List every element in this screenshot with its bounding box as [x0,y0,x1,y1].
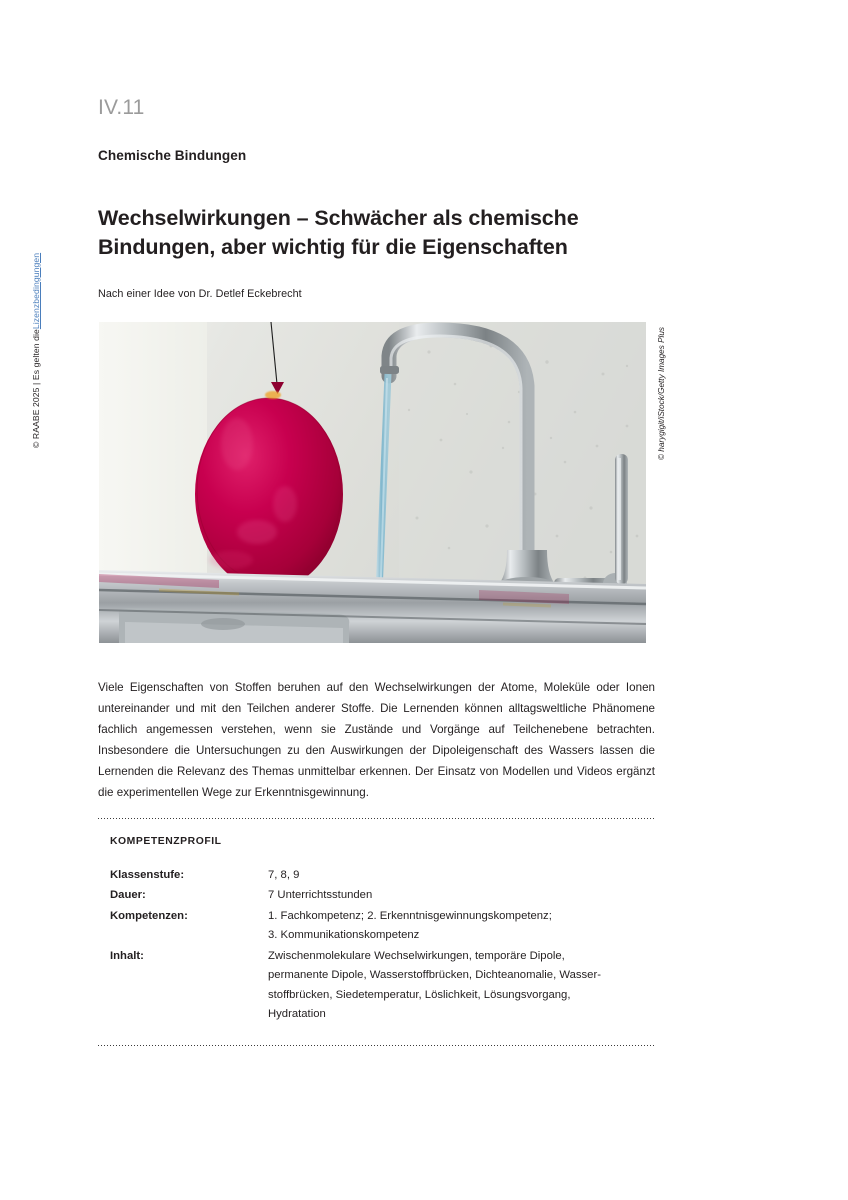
competence-profile-label: Kompetenzen: [110,909,188,922]
competence-profile-value-line: 7, 8, 9 [268,869,300,881]
competence-profile-row [110,907,655,947]
competence-profile-label: Dauer: [110,889,146,902]
competence-profile-value [268,886,655,906]
page-title-line-2: Bindungen, aber wichtig für die Eigenschaften [98,234,568,259]
copyright-license-bar [27,208,45,448]
competence-profile-body [110,866,655,1025]
subject-line: Chemische Bindungen [98,148,247,163]
license-conditions-link[interactable]: Lizenzbedingungen [31,252,41,330]
competence-profile-label: Klassenstufe: [110,869,185,881]
competence-profile-value-line: 1. Fachkompetenz; 2. Erkenntnisgewinnungskompetenz; [268,909,552,922]
competence-profile-row [110,947,655,1026]
competence-profile-value-line: permanente Dipole, Wasserstoffbrücken, Dichteanomalie, Wasser- [268,969,601,982]
page-title-line-1: Wechselwirkungen – Schwächer als chemische [98,206,579,231]
competence-profile-heading: KOMPETENZPROFIL [110,836,222,847]
intro-paragraph: Viele Eigenschaften von Stoffen beruhen auf den Wechselwirkungen der Atome, Moleküle oder Ionen untereinander und mit den Teilchen anderer Stoffe. Die Lernenden können alltagsweltliche Phänomene fachlich angemessen verstehen, wenn sie Zustände und Vorgänge auf Teilchenebene betrachten. Insbesondere die Untersuchungen zu den Auswirkungen der Dipoleigenschaft des Wassers lassen die Lernenden die Relevanz des Themas unmittelbar erkennen. Der Einsatz von Modellen und Videos ergänzt die experimentellen Wege zur Erkenntnisgewinnung. [98,680,655,800]
competence-profile-value-line: 7 Unterrichtsstunden [268,889,373,902]
photo-credit: © harygigit/iStock/Getty Images Plus [657,327,666,460]
page-title [98,204,668,261]
competence-profile-value [268,866,655,886]
competence-profile-table [110,866,655,1025]
competence-profile-value [268,907,655,947]
competence-profile-value-line: stoffbrücken, Siedetemperatur, Löslichkeit, Lösungsvorgang, [268,988,571,1001]
competence-profile-value [268,947,655,1026]
separator-line-top [98,818,656,819]
idea-credit: Nach einer Idee von Dr. Detlef Eckebrecht [98,288,302,300]
competence-profile-row [110,886,655,906]
competence-profile-value-line: 3. Kommunikationskompetenz [268,929,420,942]
competence-profile-value-line: Hydratation [268,1007,326,1020]
separator-line-bottom [98,1045,656,1046]
header-photo [99,322,646,643]
chapter-code: IV.11 [98,96,145,119]
competence-profile-label: Inhalt: [110,949,144,962]
competence-profile-row [110,866,655,886]
photo-illustration [99,322,646,643]
competence-profile-value-line: Zwischenmolekulare Wechselwirkungen, temporäre Dipole, [268,949,565,962]
copyright-text: © RAABE 2025 | Es gelten die [31,329,41,448]
